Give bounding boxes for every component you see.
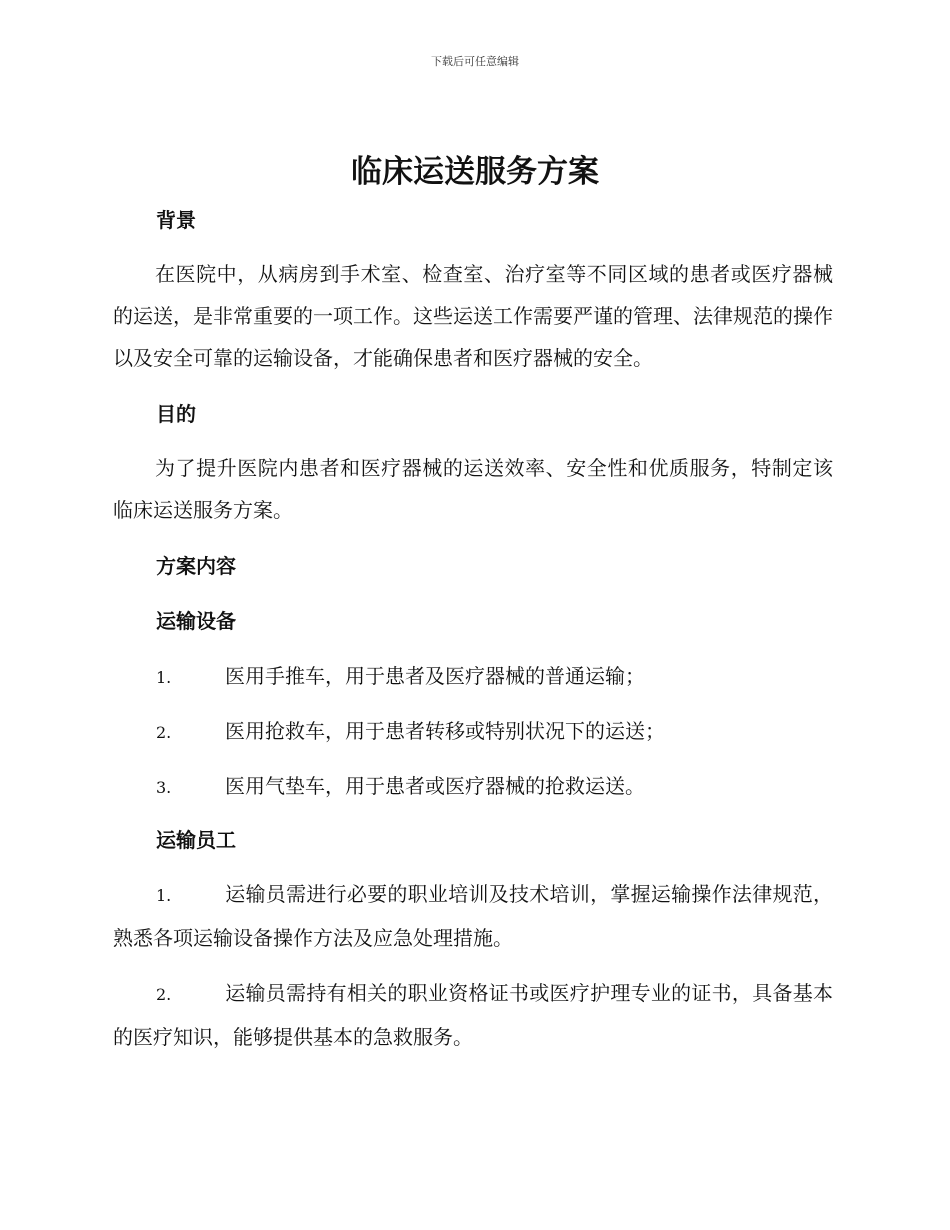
page-header-note: 下载后可任意编辑 [431, 55, 519, 68]
list-item [113, 655, 833, 699]
list-item-number: 1. [156, 668, 172, 687]
list-item [113, 765, 833, 809]
document-title: 临床运送服务方案 [351, 154, 599, 190]
list-item-number: 2. [156, 723, 172, 742]
list-item-number: 2. [156, 985, 172, 1004]
heading-purpose: 目的 [156, 402, 196, 426]
paragraph-background: 在医院中，从病房到手术室、检查室、治疗室等不同区域的患者或医疗器械的运送，是非常重要的一项工作。这些运送工作需要严谨的管理、法律规范的操作以及安全可靠的运输设备，才能确保患者和医疗器械的安全。 [113, 262, 833, 370]
heading-background: 背景 [156, 208, 196, 232]
heading-staff: 运输员工 [156, 828, 236, 852]
heading-content: 方案内容 [156, 554, 236, 578]
heading-equipment: 运输设备 [156, 609, 236, 633]
list-item-text: 运输员需持有相关的职业资格证书或医疗护理专业的证书，具备基本的医疗知识，能够提供基本的急救服务。 [113, 981, 833, 1049]
list-item-text: 医用手推车，用于患者及医疗器械的普通运输； [225, 664, 645, 688]
list-item [113, 972, 833, 1058]
list-item-text: 医用气垫车，用于患者或医疗器械的抢救运送。 [225, 774, 645, 798]
paragraph-purpose: 为了提升医院内患者和医疗器械的运送效率、安全性和优质服务，特制定该临床运送服务方案。 [113, 456, 833, 522]
list-item-number: 3. [156, 778, 172, 797]
list-item-number: 1. [156, 886, 172, 905]
list-item-text: 医用抢救车，用于患者转移或特别状况下的运送； [225, 719, 665, 743]
list-item [113, 873, 833, 959]
list-item-text: 运输员需进行必要的职业培训及技术培训，掌握运输操作法律规范，熟悉各项运输设备操作方法及应急处理措施。 [113, 882, 833, 950]
list-item [113, 710, 833, 754]
